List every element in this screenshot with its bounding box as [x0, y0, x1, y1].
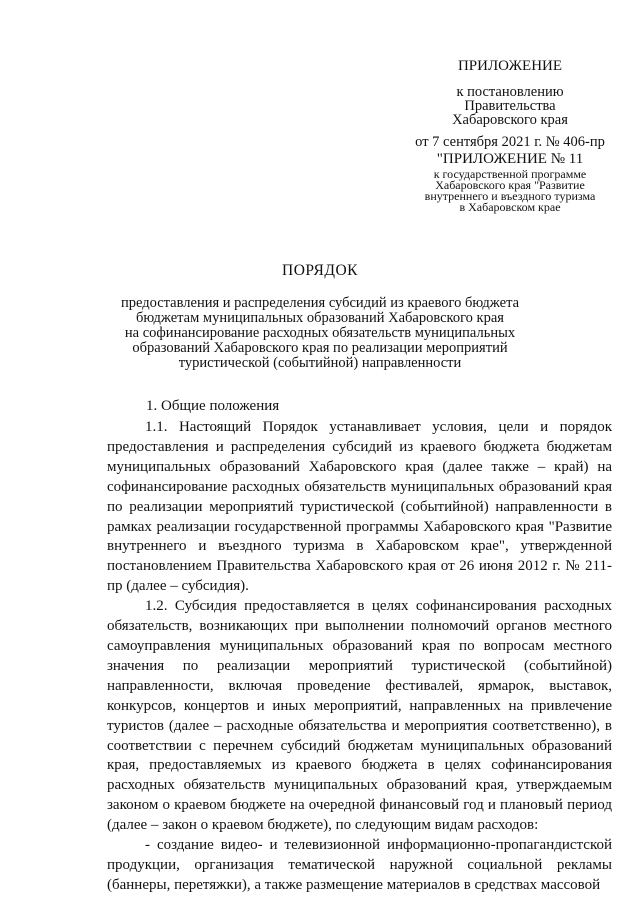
section-heading: 1. Общие положения	[146, 398, 280, 414]
paragraph-bullet: - создание видео- и телевизионной информационно-пропагандистской продукции, организация тематической наружной социальной рекламы (баннеры, перетяжки), а также размещение материалов в средствах массовой	[107, 837, 612, 893]
subtitle-line: на софинансирование расходных обязательств муниципальных	[124, 325, 516, 341]
subtitle-line: образований Хабаровского края по реализации мероприятий	[132, 340, 508, 356]
appendix-title: ПРИЛОЖЕНИЕ	[457, 58, 563, 74]
document-title: ПОРЯДОК	[282, 262, 358, 279]
appendix-block	[390, 58, 630, 149]
document-subtitle	[80, 296, 560, 371]
paragraph-1-2: 1.2. Субсидия предоставляется в целях софинансирования расходных обязательств, возникающих при выполнении полномочий органов местного самоуправления муниципальных образований края по вопросам местного значения по реализации мероприятий туристической (событийной) направленности, включая проведение фестивалей, ярмарок, выставок, конкурсов, концертов и иных мероприятий, направленных на привлечение туристов (далее – расходные обязательства и мероприятия соответственно), в соответствии с перечнем субсидий бюджетам муниципальных образований края, предоставляемых из краевого бюджета в целях софинансирования расходных обязательств муниципальных образований края, утверждаемым законом о краевом бюджете на очередной финансовый год и плановый период (далее – закон о краевом бюджете), по следующим видам расходов:	[107, 598, 612, 834]
appendix-line: Правительства	[464, 98, 556, 114]
subtitle-line: предоставления и распределения субсидий из краевого бюджета	[120, 295, 520, 311]
appendix11-title: "ПРИЛОЖЕНИЕ № 11	[436, 151, 584, 167]
subtitle-line: бюджетам муниципальных образований Хабаровского края	[136, 310, 504, 326]
appendix11-line: внутреннего и въездного туризма	[424, 189, 596, 203]
appendix11-line: Хабаровского края "Развитие	[435, 178, 585, 192]
appendix11-block	[390, 151, 630, 213]
document-body	[107, 418, 612, 896]
appendix-line: Хабаровского края	[452, 112, 568, 128]
appendix11-line: в Хабаровском крае	[459, 200, 561, 214]
appendix-decree-line: от 7 сентября 2021 г. № 406-пр	[415, 134, 605, 150]
appendix-line: к постановлению	[456, 84, 564, 100]
paragraph-1-1: 1.1. Настоящий Порядок устанавливает условия, цели и порядок предоставления и распределения субсидий из краевого бюджета бюджетам муниципальных образований Хабаровского края (далее также – край) на софинансирование расходных обязательств муниципальных образований края по реализации мероприятий туристической (событийной) направленности в рамках реализации государственной программы Хабаровского края "Развитие внутреннего и въездного туризма в Хабаровском крае", утвержденной постановлением Правительства Хабаровского края от 26 июня 2012 г. № 211-пр (далее – субсидия).	[107, 419, 612, 595]
appendix11-line: к государственной программе	[433, 167, 587, 181]
subtitle-line: туристической (событийной) направленности	[178, 355, 462, 371]
